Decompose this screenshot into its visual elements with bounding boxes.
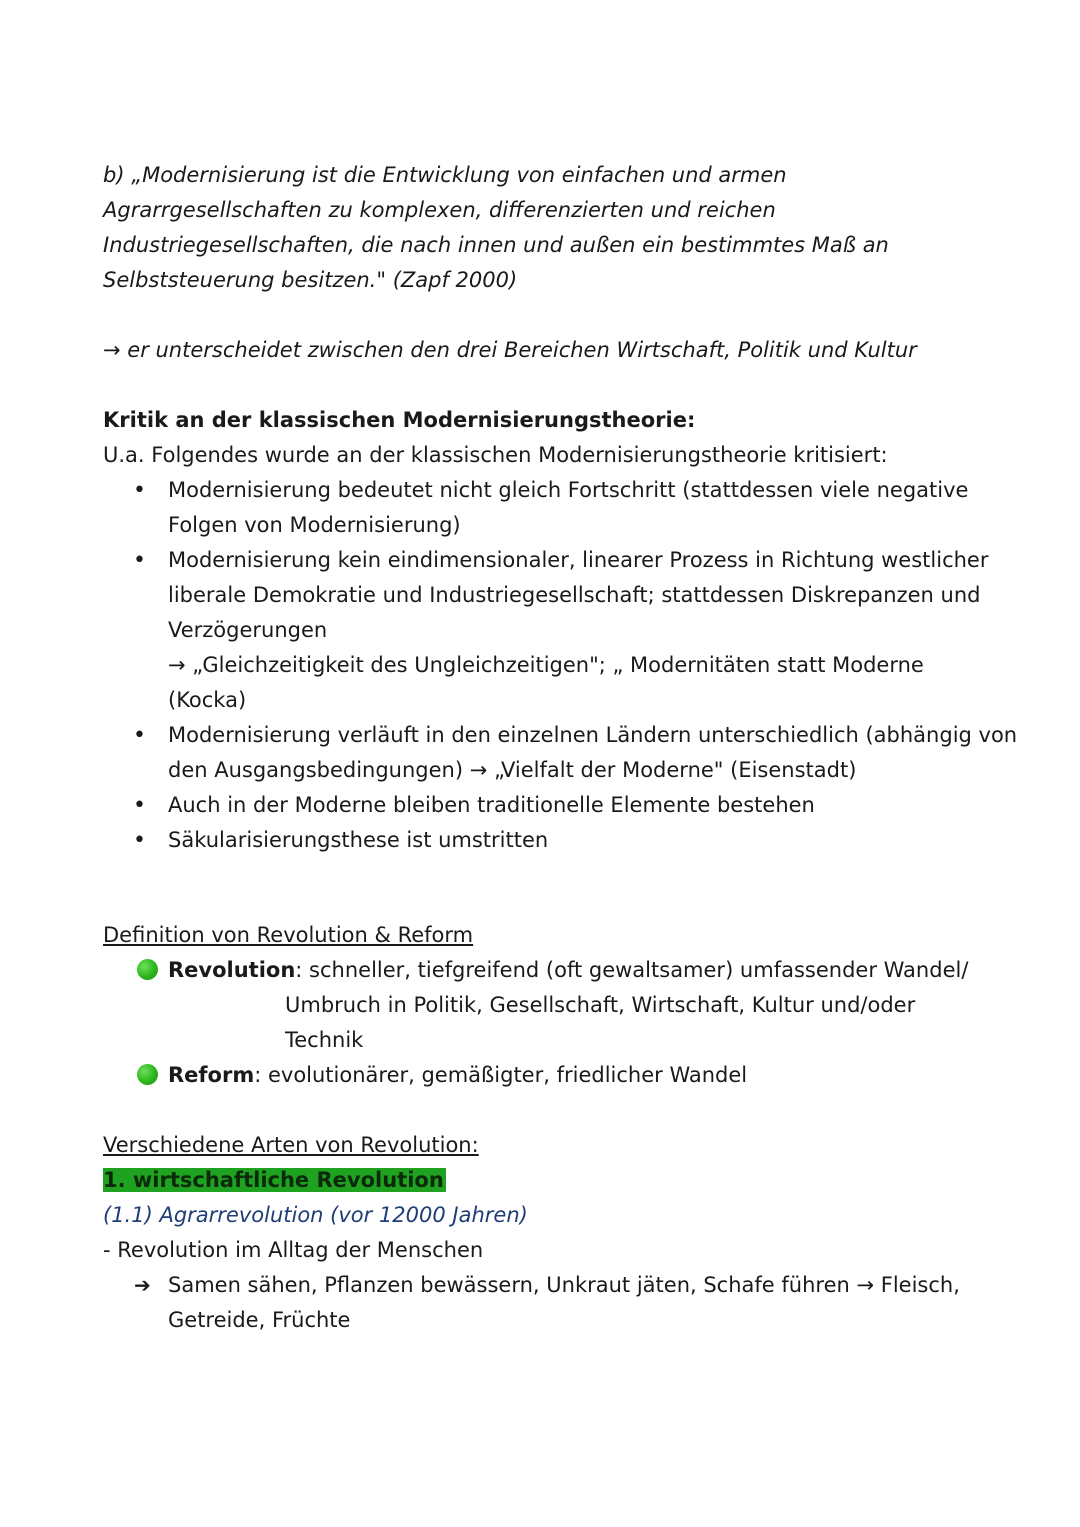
critique-bullet-1-line-2: Folgen von Modernisierung)	[168, 513, 461, 537]
revolution-definition-text: : schneller, tiefgreifend (oft gewaltsamer) umfassender Wandel/	[295, 958, 969, 982]
bullet-marker: •	[133, 723, 146, 748]
agrarian-revolution-subheading: (1.1) Agrarrevolution (vor 12000 Jahren)	[103, 1203, 528, 1227]
critique-heading: Kritik an der klassischen Modernisierungstheorie:	[103, 408, 696, 432]
reform-term: Reform	[168, 1063, 255, 1087]
definition-heading: Definition von Revolution & Reform	[103, 923, 474, 947]
critique-bullet-2-line-2: liberale Demokratie und Industriegesellschaft; stattdessen Diskrepanzen und	[168, 583, 981, 607]
critique-bullet-1-line-1: Modernisierung bedeutet nicht gleich Fortschritt (stattdessen viele negative	[168, 478, 969, 502]
critique-bullet-5: Säkularisierungsthese ist umstritten	[168, 828, 549, 852]
reform-definition	[168, 1058, 747, 1093]
critique-bullet-2-line-1: Modernisierung kein eindimensionaler, linearer Prozess in Richtung westlicher	[168, 548, 989, 572]
highlighted-heading: 1. wirtschaftliche Revolution	[103, 1168, 444, 1192]
green-dot-icon	[137, 1064, 158, 1085]
types-line-1: - Revolution im Alltag der Menschen	[103, 1238, 484, 1262]
critique-bullet-4: Auch in der Moderne bleiben traditionelle Elemente bestehen	[168, 793, 815, 817]
bullet-marker: •	[133, 478, 146, 503]
critique-intro: U.a. Folgendes wurde an der klassischen Modernisierungstheorie kritisiert:	[103, 443, 888, 467]
bullet-marker: •	[133, 548, 146, 573]
types-line-2b: Getreide, Früchte	[168, 1308, 351, 1332]
critique-bullet-3-line-1: Modernisierung verläuft in den einzelnen Ländern unterschiedlich (abhängig von	[168, 723, 1018, 747]
revolution-definition-line-1	[168, 953, 968, 988]
revolution-definition-line-2: Umbruch in Politik, Gesellschaft, Wirtschaft, Kultur und/oder	[285, 993, 916, 1017]
reform-definition-text: : evolutionärer, gemäßigter, friedlicher Wandel	[254, 1063, 748, 1087]
critique-bullet-2-line-3: Verzögerungen	[168, 618, 328, 642]
arrow-icon: ➔	[134, 1273, 151, 1297]
quote-line-1: b) „Modernisierung ist die Entwicklung von einfachen und armen	[103, 163, 787, 187]
quote-line-2: Agrarrgesellschaften zu komplexen, differenzierten und reichen	[103, 198, 776, 222]
economic-revolution-heading	[103, 1163, 446, 1198]
bullet-marker: •	[133, 793, 146, 818]
types-heading: Verschiedene Arten von Revolution:	[103, 1133, 479, 1157]
critique-bullet-3-line-2: den Ausgangsbedingungen) → „Vielfalt der Moderne" (Eisenstadt)	[168, 758, 857, 782]
revolution-definition-line-3: Technik	[285, 1028, 364, 1052]
bullet-marker: •	[133, 828, 146, 853]
critique-bullet-2-line-4: → „Gleichzeitigkeit des Ungleichzeitigen"; „ Modernitäten statt Moderne	[168, 653, 924, 677]
types-line-2a: Samen sähen, Pflanzen bewässern, Unkraut jäten, Schafe führen → Fleisch,	[168, 1273, 960, 1297]
revolution-term: Revolution	[168, 958, 296, 982]
quote-note: → er unterscheidet zwischen den drei Bereichen Wirtschaft, Politik und Kultur	[103, 338, 917, 362]
green-dot-icon	[137, 959, 158, 980]
quote-line-4: Selbststeuerung besitzen." (Zapf 2000)	[103, 268, 518, 292]
critique-bullet-2-line-5: (Kocka)	[168, 688, 247, 712]
quote-line-3: Industriegesellschaften, die nach innen und außen ein bestimmtes Maß an	[103, 233, 889, 257]
